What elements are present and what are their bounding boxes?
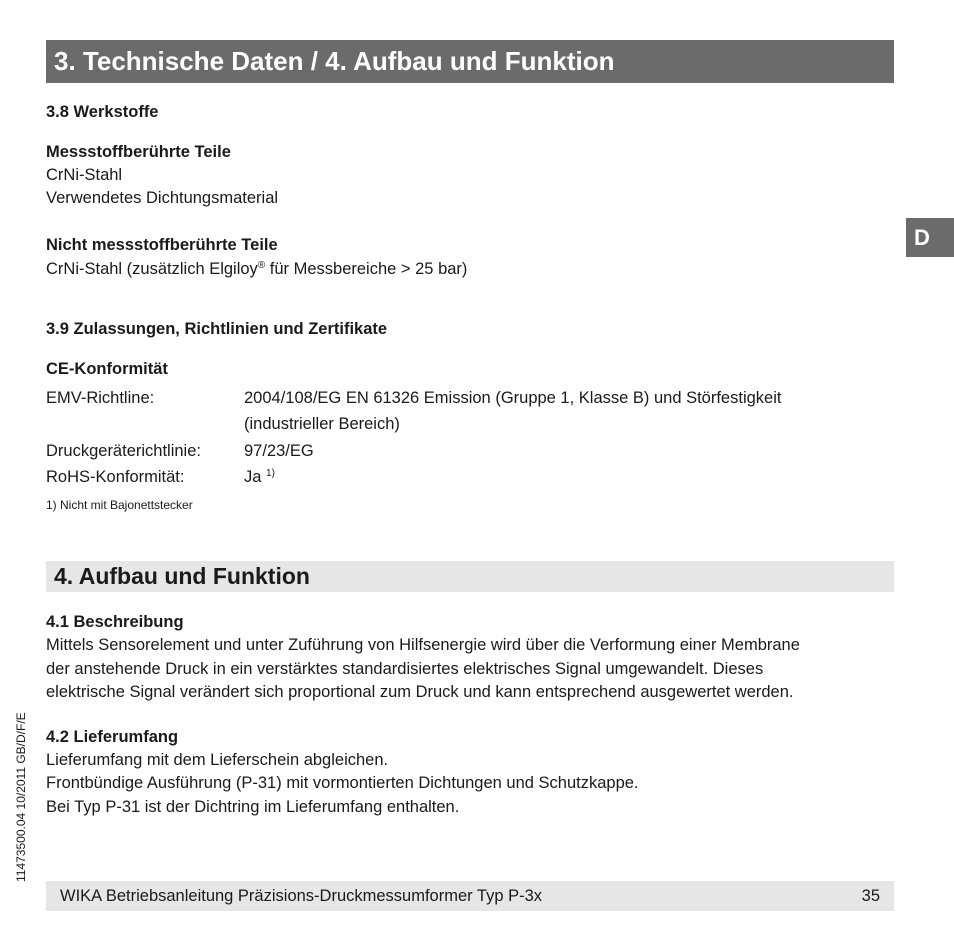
section-3-9-heading: 3.9 Zulassungen, Richtlinien und Zertifikate (46, 320, 388, 338)
language-tab: D (906, 218, 954, 257)
footnote: 1) Nicht mit Bajonettstecker (46, 498, 193, 512)
description-line: Mittels Sensorelement und unter Zuführung von Hilfsenergie wird über die Verformung einer Membrane (46, 636, 800, 654)
scope-line: Frontbündige Ausführung (P-31) mit vormontierten Dichtungen und Schutzkappe. (46, 774, 639, 792)
non-wetted-parts-line: CrNi-Stahl (zusätzlich Elgiloy® für Messbereiche > 25 bar) (46, 260, 468, 278)
wetted-parts-line: Verwendetes Dichtungsmaterial (46, 189, 279, 207)
spec-value: Ja $^{1)}$ (244, 468, 275, 486)
wetted-parts-heading: Messstoffberührte Teile (46, 143, 231, 161)
footnote-ref: 1) (266, 468, 275, 479)
section-4-title-bar: 4. Aufbau und Funktion (46, 561, 894, 592)
description-line: elektrische Signal verändert sich proportional zum Druck und kann entsprechend ausgewertet werden. (46, 683, 794, 701)
registered-mark: ® (257, 260, 266, 271)
page-number: 35 (861, 887, 880, 905)
footer-title: WIKA Betriebsanleitung Präzisions-Druckmessumformer Typ P-3x (60, 887, 543, 905)
spec-label: RoHS-Konformität: (46, 468, 185, 486)
section-4-1-heading: 4.1 Beschreibung (46, 613, 184, 631)
section-3-8-heading: 3.8 Werkstoffe (46, 103, 159, 121)
non-wetted-parts-heading: Nicht messstoffberührte Teile (46, 236, 278, 254)
spec-label: EMV-Richtline: (46, 389, 155, 407)
scope-line: Lieferumfang mit dem Lieferschein abgleichen. (46, 751, 389, 769)
spec-label: Druckgeräterichtlinie: (46, 442, 201, 460)
wetted-parts-line: CrNi-Stahl (46, 166, 123, 184)
spec-value: 2004/108/EG EN 61326 Emission (Gruppe 1, Klasse B) und Störfestigkeit (244, 389, 782, 407)
page-header-bar: 3. Technische Daten / 4. Aufbau und Funktion (46, 40, 894, 83)
spec-value: (industrieller Bereich) (244, 415, 400, 433)
scope-line: Bei Typ P-31 ist der Dichtring im Lieferumfang enthalten. (46, 798, 460, 816)
document-code: 11473500.04 10/2011 GB/D/F/E (14, 712, 28, 882)
description-line: der anstehende Druck in ein verstärktes standardisiertes elektrisches Signal umgewandelt. Dieses (46, 660, 764, 678)
page-footer (46, 881, 894, 911)
ce-conformity-heading: CE-Konformität (46, 360, 168, 378)
section-4-2-heading: 4.2 Lieferumfang (46, 728, 179, 746)
spec-value: 97/23/EG (244, 442, 314, 460)
